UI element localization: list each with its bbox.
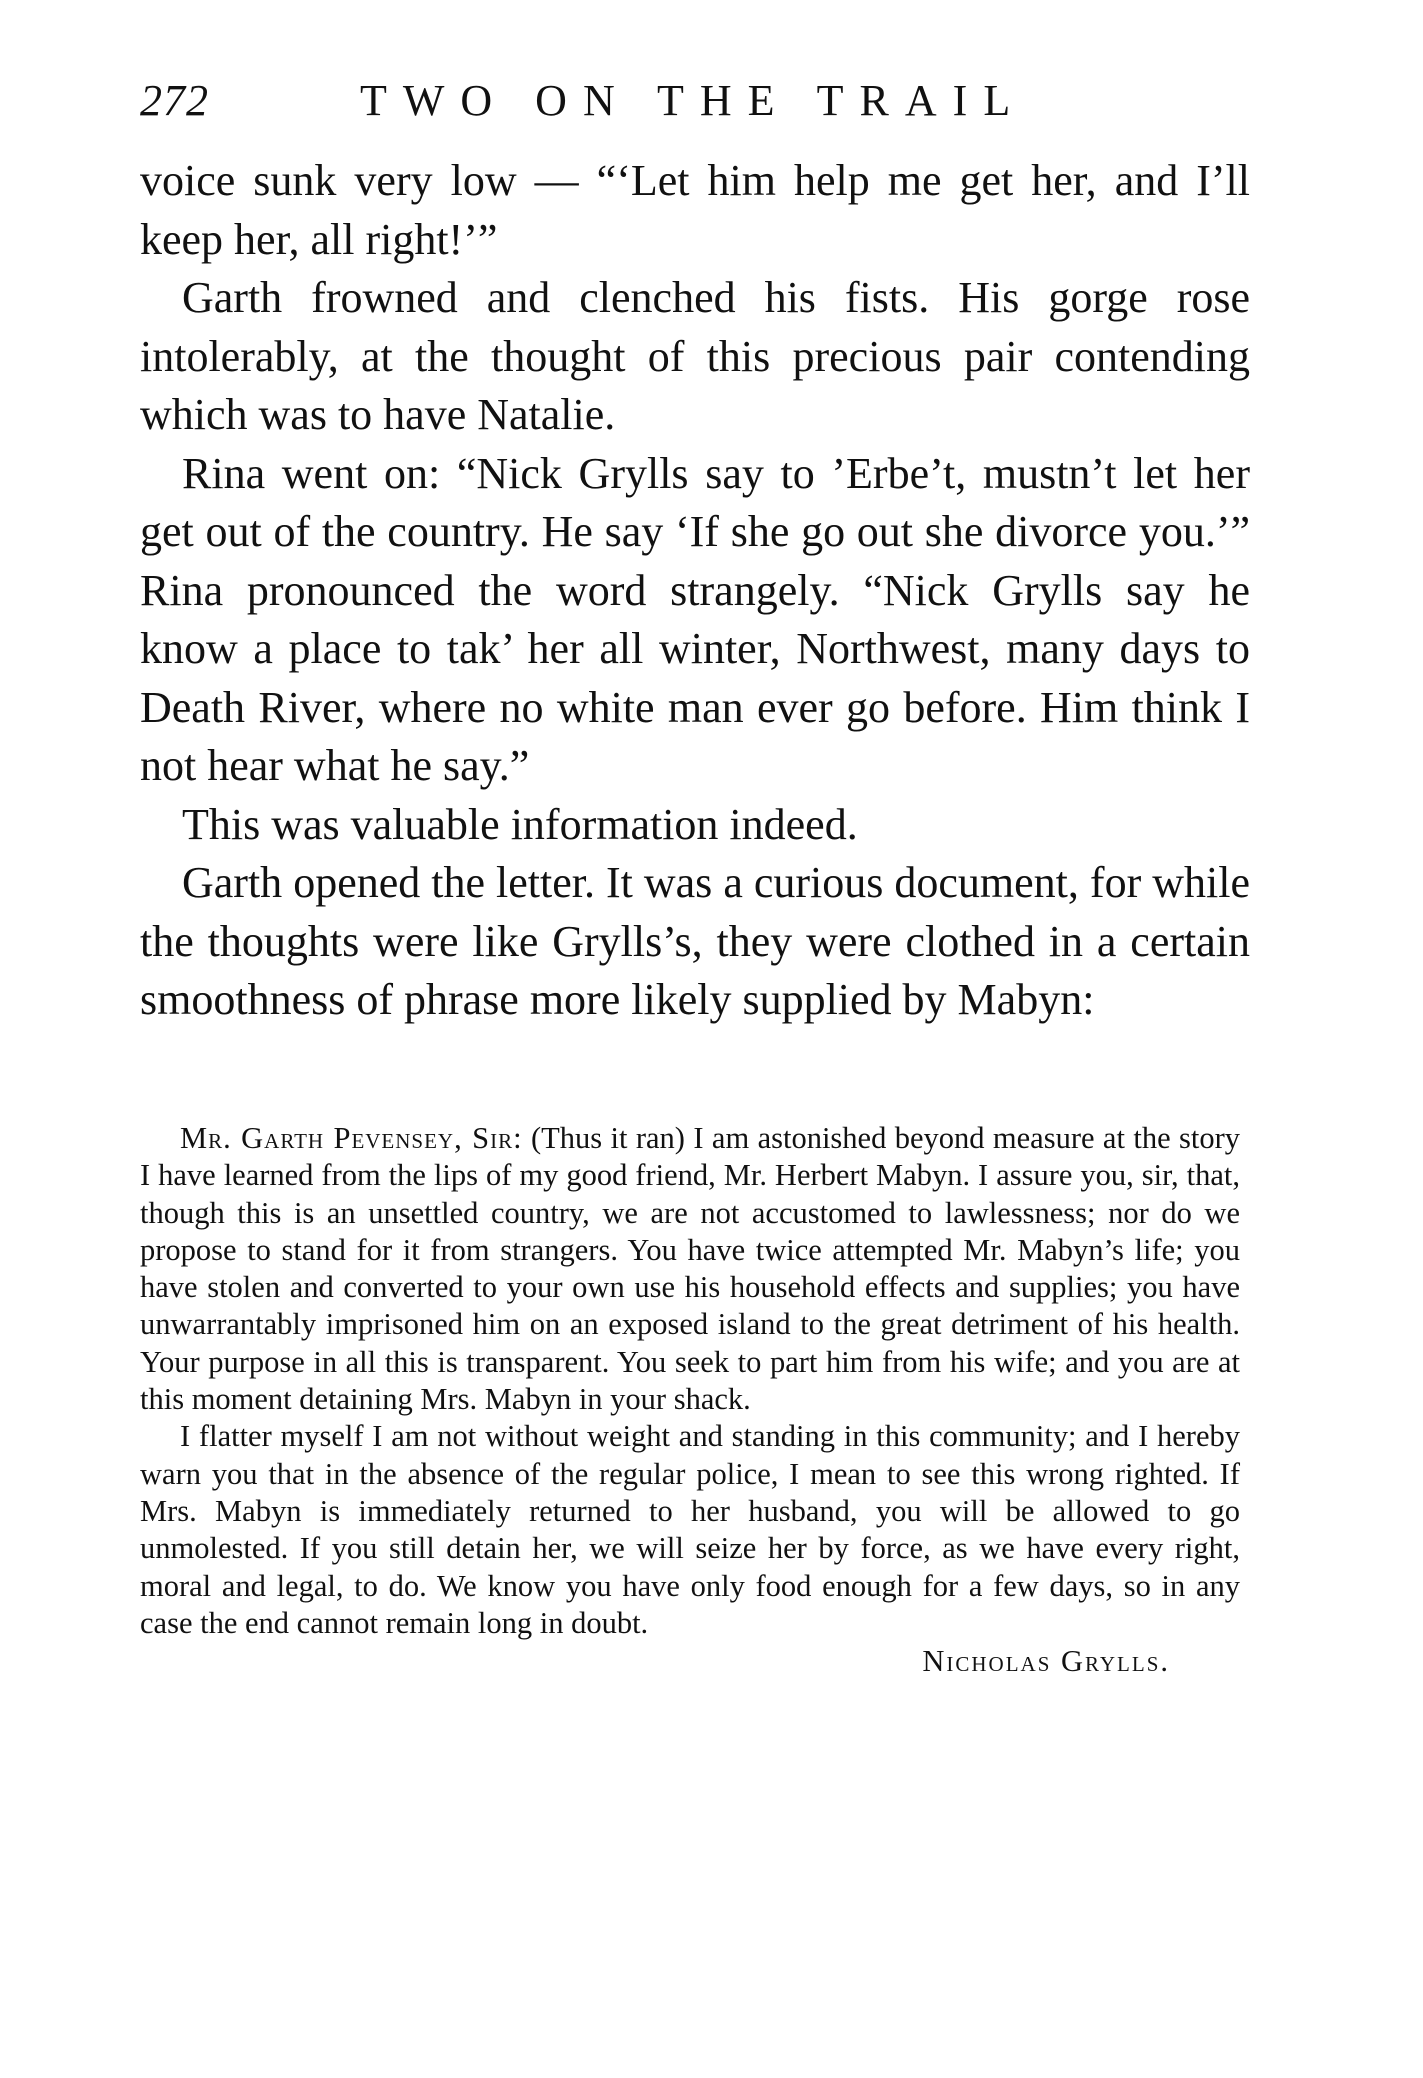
letter-salutation: Mr. Garth Pevensey, Sir:: [180, 1121, 523, 1155]
letter-paragraph-2: I flatter myself I am not without weight and standing in this community; and I hereby warn you that in the absence of the regular police, I mean to see this wrong righted. If Mrs. Mabyn is immediately returned to her husband, you will be allowed to go unmolested. If you still detain her, we will seize her by force, as we have every right, moral and legal, to do. We know you have only food enough for a few days, so in any case the end cannot remain long in doubt.: [140, 1419, 1240, 1640]
paragraph-garth-opened-letter: Garth opened the letter. It was a curious document, for while the thoughts were like Grylls’s, they were clothed in a certain smoothness of phrase more likely supplied by Mabyn:: [140, 858, 1250, 1024]
body-text: [140, 152, 1250, 1030]
letter-paragraph-1-text: (Thus it ran) I am astonished beyond measure at the story I have learned from the lips of my good friend, Mr. Herbert Mabyn. I assure you, sir, that, though this is an unsettled country, we are not accustomed to lawlessness; nor do we propose to stand for it from strangers. You have twice attempted Mr. Mabyn’s life; you have stolen and converted to your own use his household effects and supplies; you have unwarrantably imprisoned him on an exposed island to the great detriment of his health. Your purpose in all this is transparent. You seek to part him from his wife; and you are at this moment detaining Mrs. Mabyn in your shack.: [140, 1121, 1240, 1417]
page-header: [140, 75, 1240, 135]
letter-signature: Nicholas Grylls.: [922, 1644, 1170, 1679]
page-number: 272: [140, 76, 209, 125]
letter-paragraph-1: [140, 1120, 1240, 1418]
running-title: TWO ON THE TRAIL: [360, 76, 1027, 125]
paragraph-valuable-information: This was valuable information indeed.: [182, 799, 858, 849]
quoted-letter: [140, 1120, 1240, 1680]
paragraph-rina-went-on: Rina went on: “Nick Grylls say to ’Erbe’t, mustn’t let her get out of the country. He say ‘If she go out she divorce you.’” Rina pronounced the word strangely. “Nick Grylls say he know a place to tak’ her all winter, Northwest, many days to Death River, where no white man ever go before. Him think I not hear what he say.”: [140, 448, 1250, 790]
paragraph-garth-frowned: Garth frowned and clenched his fists. His gorge rose intolerably, at the thought of this precious pair contending which was to have Natalie.: [140, 273, 1250, 439]
paragraph-continuation: voice sunk very low — “‘Let him help me get her, and I’ll keep her, all right!’”: [140, 156, 1250, 264]
